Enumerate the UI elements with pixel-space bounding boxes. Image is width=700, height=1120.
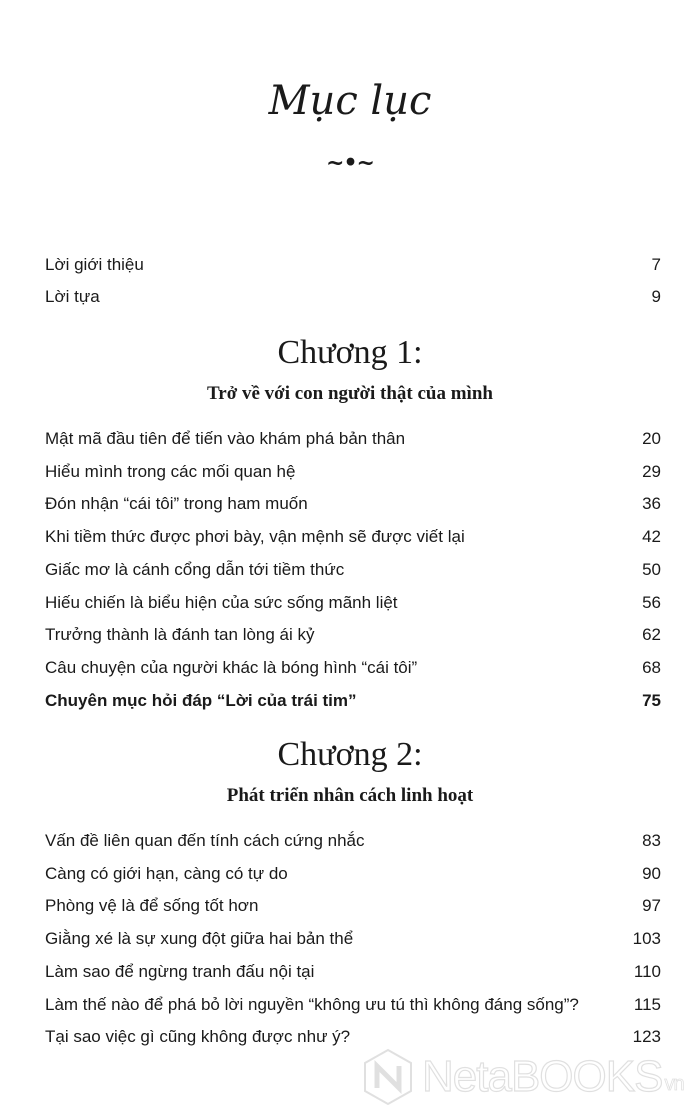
toc-entry: [45, 559, 661, 581]
watermark: [362, 1048, 684, 1106]
netabooks-logo-icon: [362, 1048, 414, 1106]
toc-entry: [45, 493, 661, 515]
toc-entry-label: Khi tiềm thức được phơi bày, vận mệnh sẽ được viết lại: [45, 527, 465, 547]
toc-entry-label: Đón nhận “cái tôi” trong ham muốn: [45, 494, 308, 514]
toc-entry-page: 110: [633, 961, 661, 981]
toc-entry-label: Giằng xé là sự xung đột giữa hai bản thể: [45, 929, 354, 949]
toc-entry-page: 123: [632, 1027, 661, 1047]
toc-entry-page: 90: [642, 863, 661, 883]
watermark-brand: NetaBOOKS: [422, 1052, 663, 1101]
toc-entry: [45, 690, 661, 712]
toc-entry-page: 20: [642, 429, 661, 448]
toc-entry: [45, 994, 661, 1016]
toc-entry-label: Lời giới thiệu: [45, 255, 144, 274]
toc-entry: [45, 254, 661, 276]
toc-entry: [45, 863, 661, 885]
toc-entry-label: Lời tựa: [45, 287, 100, 306]
toc-entry-page: 42: [642, 527, 661, 547]
toc-entry-page: 62: [642, 625, 661, 645]
toc-entry-label: Hiểu mình trong các mối quan hệ: [45, 461, 296, 481]
toc-entry: [45, 895, 661, 917]
toc-entry-label: Tại sao việc gì cũng không được như ý?: [45, 1027, 351, 1047]
toc-entry-label: Giấc mơ là cánh cổng dẫn tới tiềm thức: [45, 559, 345, 579]
toc-entry: [45, 286, 661, 308]
toc-entry-page: 115: [633, 994, 661, 1014]
toc-entry-page: 75: [642, 690, 661, 710]
toc-entry: [45, 657, 661, 679]
toc-entry-page: 50: [642, 559, 661, 579]
toc-entry: [45, 830, 661, 852]
toc-entry-label: Trưởng thành là đánh tan lòng ái kỷ: [45, 625, 315, 645]
toc-entry-page: 83: [642, 831, 661, 850]
toc-entry: [45, 624, 661, 646]
toc-entry: [45, 928, 661, 950]
toc-entry-page: 36: [642, 494, 661, 514]
toc-entry-page: 9: [651, 287, 661, 306]
ornament-divider: ~•~: [326, 150, 374, 176]
toc-entry: [45, 428, 661, 450]
toc-entry-label: Chuyên mục hỏi đáp “Lời của trái tim”: [45, 690, 357, 710]
toc-entry-label: Vấn đề liên quan đến tính cách cứng nhắc: [45, 831, 365, 850]
chapter-heading: Chương 2:: [277, 736, 423, 773]
toc-entry-page: 103: [632, 929, 661, 949]
toc-entry-page: 56: [642, 592, 661, 612]
toc-entry: [45, 1026, 661, 1048]
toc-entry-label: Làm thế nào để phá bỏ lời nguyền “không ưu tú thì không đáng sống”?: [45, 994, 579, 1014]
watermark-suffix: vn: [664, 1072, 684, 1095]
toc-entry-label: Câu chuyện của người khác là bóng hình “cái tôi”: [45, 657, 418, 677]
toc-entry-label: Phòng vệ là để sống tốt hơn: [45, 896, 259, 916]
chapter-subtitle: Trở về với con người thật của mình: [207, 383, 493, 404]
toc-entry-page: 97: [642, 896, 661, 916]
toc-entry-label: Càng có giới hạn, càng có tự do: [45, 863, 288, 883]
page-title: Mục lục: [268, 78, 432, 124]
toc-entry-page: 29: [642, 461, 661, 481]
toc-entry: [45, 961, 661, 983]
toc-entry: [45, 526, 661, 548]
toc-entry-page: 7: [651, 255, 661, 274]
toc-entry: [45, 461, 661, 483]
toc-entry-page: 68: [642, 657, 661, 677]
toc-entry-label: Hiếu chiến là biểu hiện của sức sống mãnh liệt: [45, 592, 398, 612]
toc-entry-label: Mật mã đầu tiên để tiến vào khám phá bản thân: [45, 429, 406, 448]
chapter-subtitle: Phát triển nhân cách linh hoạt: [226, 785, 474, 806]
chapter-heading: Chương 1:: [277, 334, 423, 371]
toc-entry: [45, 592, 661, 614]
toc-entry-label: Làm sao để ngừng tranh đấu nội tại: [45, 961, 315, 981]
